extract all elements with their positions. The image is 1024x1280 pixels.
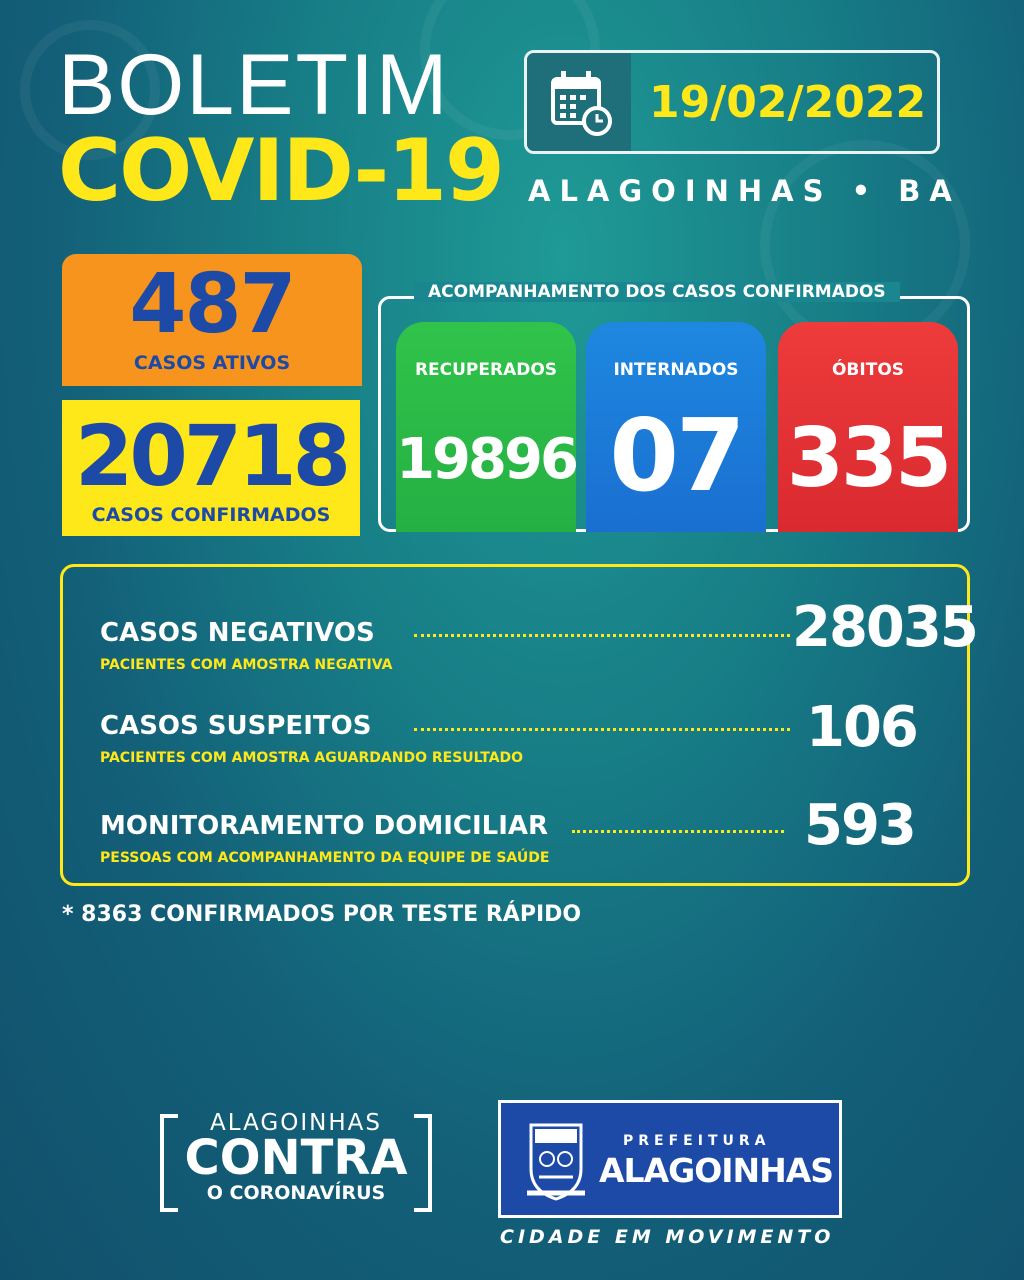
dotted-leader [572, 830, 784, 833]
prefeitura-logo [498, 1100, 842, 1218]
casos-confirmados-label: CASOS CONFIRMADOS [91, 504, 331, 526]
title-covid: COVID-19 [58, 121, 503, 221]
casos-confirmados-value: 20718 [74, 407, 348, 505]
negativos-title: CASOS NEGATIVOS [100, 618, 375, 648]
monitoramento-subtitle: PESSOAS COM ACOMPANHAMENTO DA EQUIPE DE SAÚDE [100, 850, 550, 866]
campaign-line1: ALAGOINHAS [210, 1110, 382, 1136]
obitos-value: 335 [786, 411, 950, 506]
date-text: 19/02/2022 [649, 77, 927, 128]
suspeitos-title: CASOS SUSPEITOS [100, 711, 372, 741]
campaign-logo [160, 1110, 432, 1210]
calendar-clock-icon [527, 53, 631, 151]
monitoramento-title: MONITORAMENTO DOMICILIAR [100, 811, 549, 841]
recuperados-card [396, 322, 576, 532]
slogan: CIDADE EM MOVIMENTO [500, 1226, 835, 1248]
prefeitura-line1: PREFEITURA [623, 1133, 771, 1149]
obitos-label: ÓBITOS [831, 360, 905, 380]
suspeitos-value: 106 [806, 695, 917, 760]
recuperados-label: RECUPERADOS [414, 360, 558, 380]
prefeitura-line2: ALAGOINHAS [599, 1151, 834, 1190]
obitos-card [778, 322, 958, 532]
recuperados-value: 19896 [396, 427, 576, 492]
campaign-line3: O CORONAVÍRUS [206, 1182, 386, 1204]
suspeitos-subtitle: PACIENTES COM AMOSTRA AGUARDANDO RESULTADO [100, 750, 524, 766]
dotted-leader [414, 728, 790, 731]
negativos-subtitle: PACIENTES COM AMOSTRA NEGATIVA [100, 657, 393, 673]
acompanhamento-title: ACOMPANHAMENTO DOS CASOS CONFIRMADOS [414, 282, 900, 302]
footnote: * 8363 CONFIRMADOS POR TESTE RÁPIDO [62, 902, 582, 927]
city-label: ALAGOINHAS • BA [528, 174, 961, 208]
casos-confirmados-card [62, 400, 360, 536]
dotted-leader [414, 634, 790, 637]
casos-ativos-value: 487 [129, 257, 295, 352]
negativos-value: 28035 [792, 595, 977, 660]
internados-value: 07 [609, 397, 743, 514]
city-crest-icon [525, 1119, 587, 1203]
campaign-line2: CONTRA [184, 1130, 408, 1186]
internados-label: INTERNADOS [613, 360, 739, 380]
monitoramento-value: 593 [804, 793, 915, 858]
casos-ativos-label: CASOS ATIVOS [133, 352, 291, 374]
date-box [524, 50, 940, 154]
casos-ativos-card [62, 254, 362, 386]
internados-card [586, 322, 766, 532]
title-boletim: BOLETIM [58, 37, 450, 133]
